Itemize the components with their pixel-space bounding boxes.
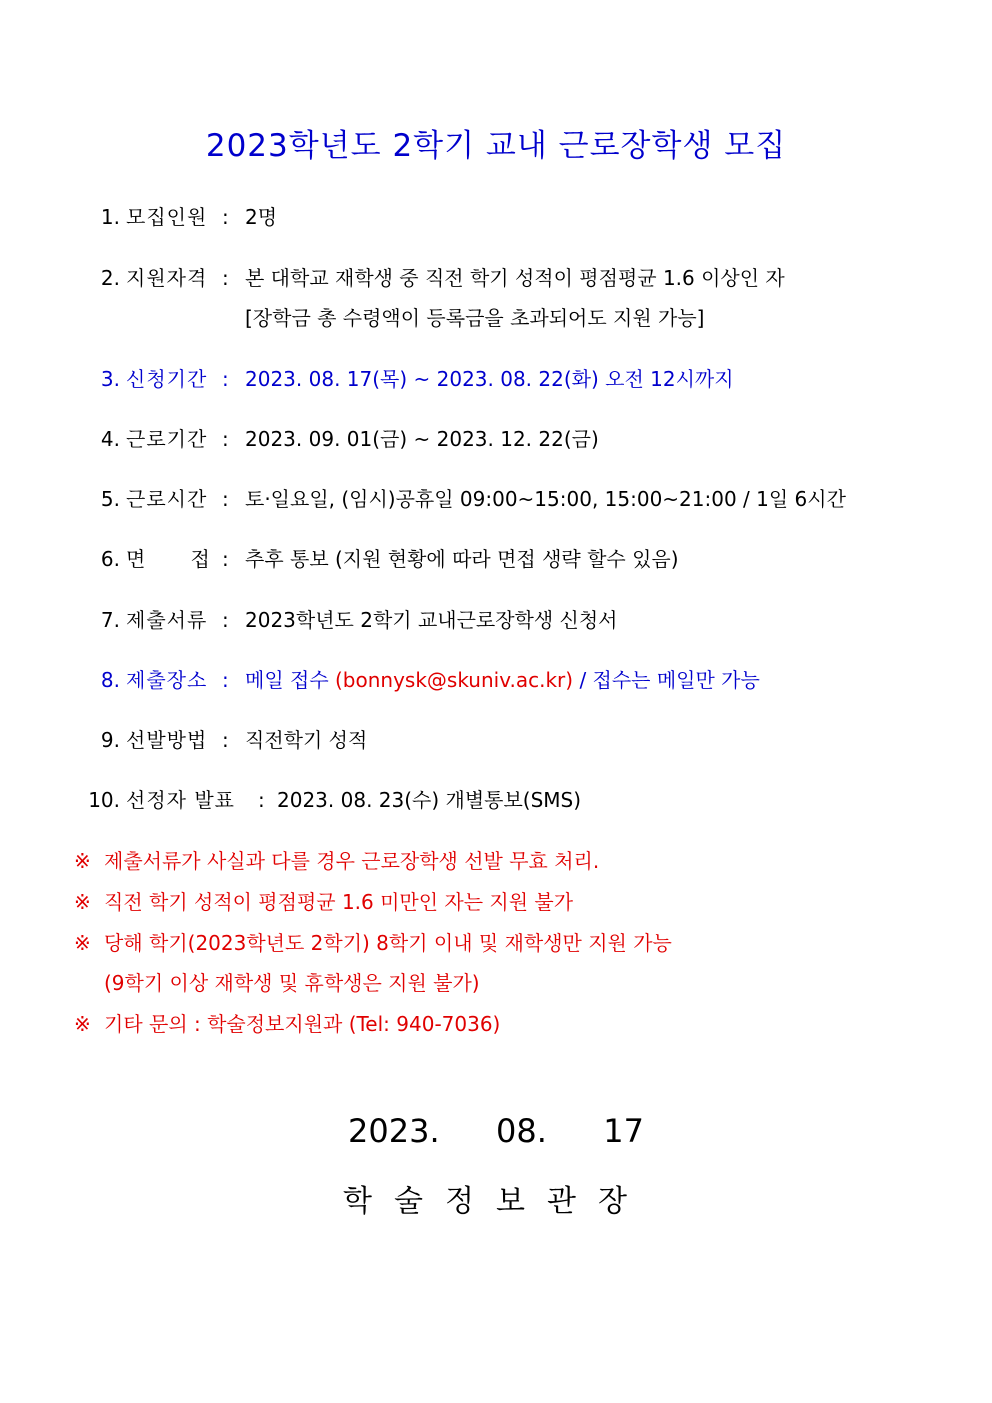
item-number: 6.	[100, 547, 120, 571]
item-label: 신청기간	[126, 367, 208, 391]
item-colon: :	[222, 266, 229, 290]
item-value: 추후 통보 (지원 현황에 따라 면접 생략 할수 있음)	[245, 547, 679, 571]
note-item	[74, 887, 573, 917]
item-colon: :	[222, 547, 229, 571]
item-colon: :	[222, 668, 229, 692]
note-item	[74, 928, 672, 958]
note-text: 당해 학기(2023학년도 2학기) 8학기 이내 및 재학생만 지원 가능	[104, 931, 672, 955]
item-number: 10.	[88, 788, 120, 812]
reference-mark-icon: ※	[74, 931, 91, 955]
reference-mark-icon: ※	[74, 1012, 91, 1036]
item-colon: :	[222, 487, 229, 511]
item-label: 제출장소	[126, 668, 208, 692]
item-value: 2023. 08. 17(목) ~ 2023. 08. 22(화) 오전 12시까지	[245, 367, 734, 391]
signature-issuer: 학술정보관장	[343, 1184, 649, 1219]
item-number: 5.	[100, 487, 120, 511]
email-link[interactable]: (bonnysk@skuniv.ac.kr)	[335, 668, 574, 692]
submission-method: 메일 접수	[245, 668, 329, 692]
item-label: 근로시간	[126, 487, 208, 511]
item-colon: :	[258, 788, 265, 812]
item-value	[245, 665, 760, 695]
item-number: 9.	[100, 728, 120, 752]
item-label: 지원자격	[126, 266, 208, 290]
item-number: 2.	[100, 266, 120, 290]
item-colon: :	[222, 427, 229, 451]
item-colon: :	[222, 367, 229, 391]
page-title: 2023학년도 2학기 교내 근로장학생 모집	[205, 128, 787, 164]
item-value: 직전학기 성적	[245, 728, 368, 752]
document-date: 2023. 08. 17	[348, 1112, 644, 1150]
item-value: 2명	[245, 205, 278, 229]
note-text: 기타 문의 : 학술정보지원과 (Tel: 940-7036)	[104, 1012, 501, 1036]
item-label: 모집인원	[126, 205, 208, 229]
note-item	[74, 1009, 500, 1039]
item-number: 1.	[100, 205, 120, 229]
item-number: 8.	[100, 668, 120, 692]
item-number: 3.	[100, 367, 120, 391]
item-number: 7.	[100, 608, 120, 632]
item-value: [장학금 총 수령액이 등록금을 초과되어도 지원 가능]	[245, 306, 705, 330]
item-colon: :	[222, 608, 229, 632]
item-label: 선발방법	[126, 728, 208, 752]
item-number: 4.	[100, 427, 120, 451]
note-item-continued	[104, 968, 480, 998]
note-item	[74, 846, 599, 876]
item-value: 2023. 09. 01(금) ~ 2023. 12. 22(금)	[245, 427, 599, 451]
item-label: 면 접	[126, 547, 211, 571]
item-label: 근로기간	[126, 427, 208, 451]
reference-mark-icon: ※	[74, 849, 91, 873]
submission-note: / 접수는 메일만 가능	[579, 668, 760, 692]
item-colon: :	[222, 205, 229, 229]
item-value: 2023. 08. 23(수) 개별통보(SMS)	[277, 788, 582, 812]
note-text: 직전 학기 성적이 평점평균 1.6 미만인 자는 지원 불가	[104, 890, 574, 914]
item-label: 선정자 발표	[126, 788, 235, 812]
note-text: (9학기 이상 재학생 및 휴학생은 지원 불가)	[104, 971, 480, 995]
item-label: 제출서류	[126, 608, 208, 632]
note-text: 제출서류가 사실과 다를 경우 근로장학생 선발 무효 처리.	[104, 849, 600, 873]
item-value: 토·일요일, (임시)공휴일 09:00~15:00, 15:00~21:00 / 1일 6시간	[245, 487, 846, 511]
item-colon: :	[222, 728, 229, 752]
item-value: 2023학년도 2학기 교내근로장학생 신청서	[245, 608, 618, 632]
reference-mark-icon: ※	[74, 890, 91, 914]
item-value: 본 대학교 재학생 중 직전 학기 성적이 평점평균 1.6 이상인 자	[245, 266, 785, 290]
